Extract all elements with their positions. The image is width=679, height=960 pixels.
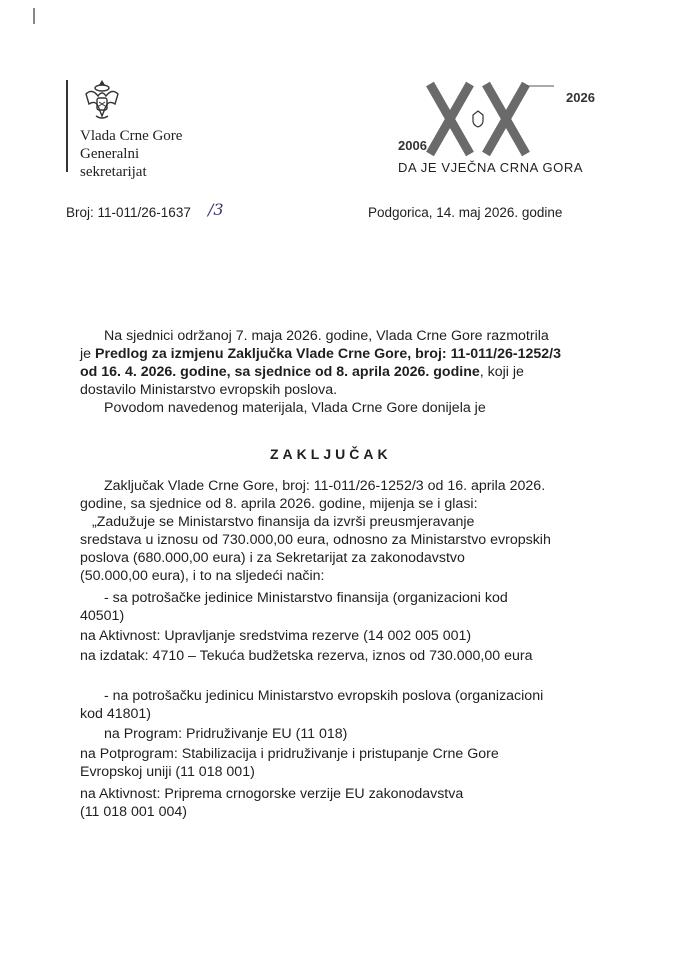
item1-line1: - sa potrošačke jedinice Ministarstvo finansija (organizacioni kod: [104, 590, 508, 606]
intro-proposal-title: Predlog za izmjenu Zaključka Vlade Crne Gore, broj: 11-011/26-1252/3: [95, 346, 562, 362]
intro-line-2: [80, 346, 561, 363]
item2-line2: kod 41801): [80, 706, 151, 722]
header-divider: [66, 80, 68, 172]
org-name-line1: Vlada Crne Gore: [80, 128, 183, 144]
page-edge-mark: [33, 8, 35, 24]
quote-line2: sredstava u iznosu od 730.000,00 eura, odnosno za Ministarstvo evropskih: [80, 532, 551, 548]
item2-line3: na Program: Pridruživanje EU (11 018): [104, 726, 348, 742]
quote-line3: poslova (680.000,00 eura) i za Sekretarijat za zakonodavstvo: [80, 550, 465, 566]
reference-number: Broj: 11-011/26-1637: [66, 205, 191, 220]
intro-line-3: [80, 364, 524, 381]
item2-line7: (11 018 001 004): [80, 804, 188, 820]
coat-of-arms-icon: [82, 78, 122, 122]
item1-line3: na Aktivnost: Upravljanje sredstvima rezerve (14 002 005 001): [80, 628, 472, 644]
decision-title: ZAKLJUČAK: [270, 446, 392, 462]
intro-proposal-date: od 16. 4. 2026. godine, sa sjednice od 8. aprila 2026. godine: [80, 364, 480, 380]
intro-line-5: Povodom navedenog materijala, Vlada Crne Gore donijela je: [104, 400, 486, 416]
org-name-line2: Generalni: [80, 146, 140, 162]
logo-year-start: 2006: [398, 138, 427, 153]
handwritten-sub-number: /3: [208, 200, 224, 219]
item2-line4: na Potprogram: Stabilizacija i pridruživanje i pristupanje Crne Gore: [80, 746, 499, 762]
quote-line1: „Zadužuje se Ministarstvo finansija da izvrši preusmjeravanje: [92, 514, 475, 530]
item2-line5: Evropskoj uniji (11 018 001): [80, 764, 255, 780]
org-name-line3: sekretarijat: [80, 164, 147, 180]
logo-year-end: 2026: [566, 90, 595, 105]
item1-line2: 40501): [80, 608, 125, 624]
body-p1-line2: godine, sa sjednice od 8. aprila 2026. godine, mijenja se i glasi:: [80, 496, 478, 512]
intro-line-3-suffix: , koji je: [479, 364, 524, 380]
item2-line1: - na potrošačku jedinicu Ministarstvo evropskih poslova (organizacioni: [104, 688, 544, 704]
logo-motto: DA JE VJEČNA CRNA GORA: [398, 160, 584, 175]
intro-line-2-prefix: je: [80, 346, 92, 362]
intro-line-4: dostavilo Ministarstvo evropskih poslova.: [80, 382, 338, 398]
intro-line-1: Na sjednici održanoj 7. maja 2026. godine, Vlada Crne Gore razmotrila: [104, 328, 549, 344]
body-p1-line1: Zaključak Vlade Crne Gore, broj: 11-011/26-1252/3 od 16. aprila 2026.: [104, 478, 546, 494]
quote-line4: (50.000,00 eura), i to na sljedeći način:: [80, 568, 325, 584]
place-and-date: Podgorica, 14. maj 2026. godine: [368, 205, 563, 220]
item1-line4: na izdatak: 4710 – Tekuća budžetska rezerva, iznos od 730.000,00 eura: [80, 648, 533, 664]
item2-line6: na Aktivnost: Priprema crnogorske verzije EU zakonodavstva: [80, 786, 464, 802]
